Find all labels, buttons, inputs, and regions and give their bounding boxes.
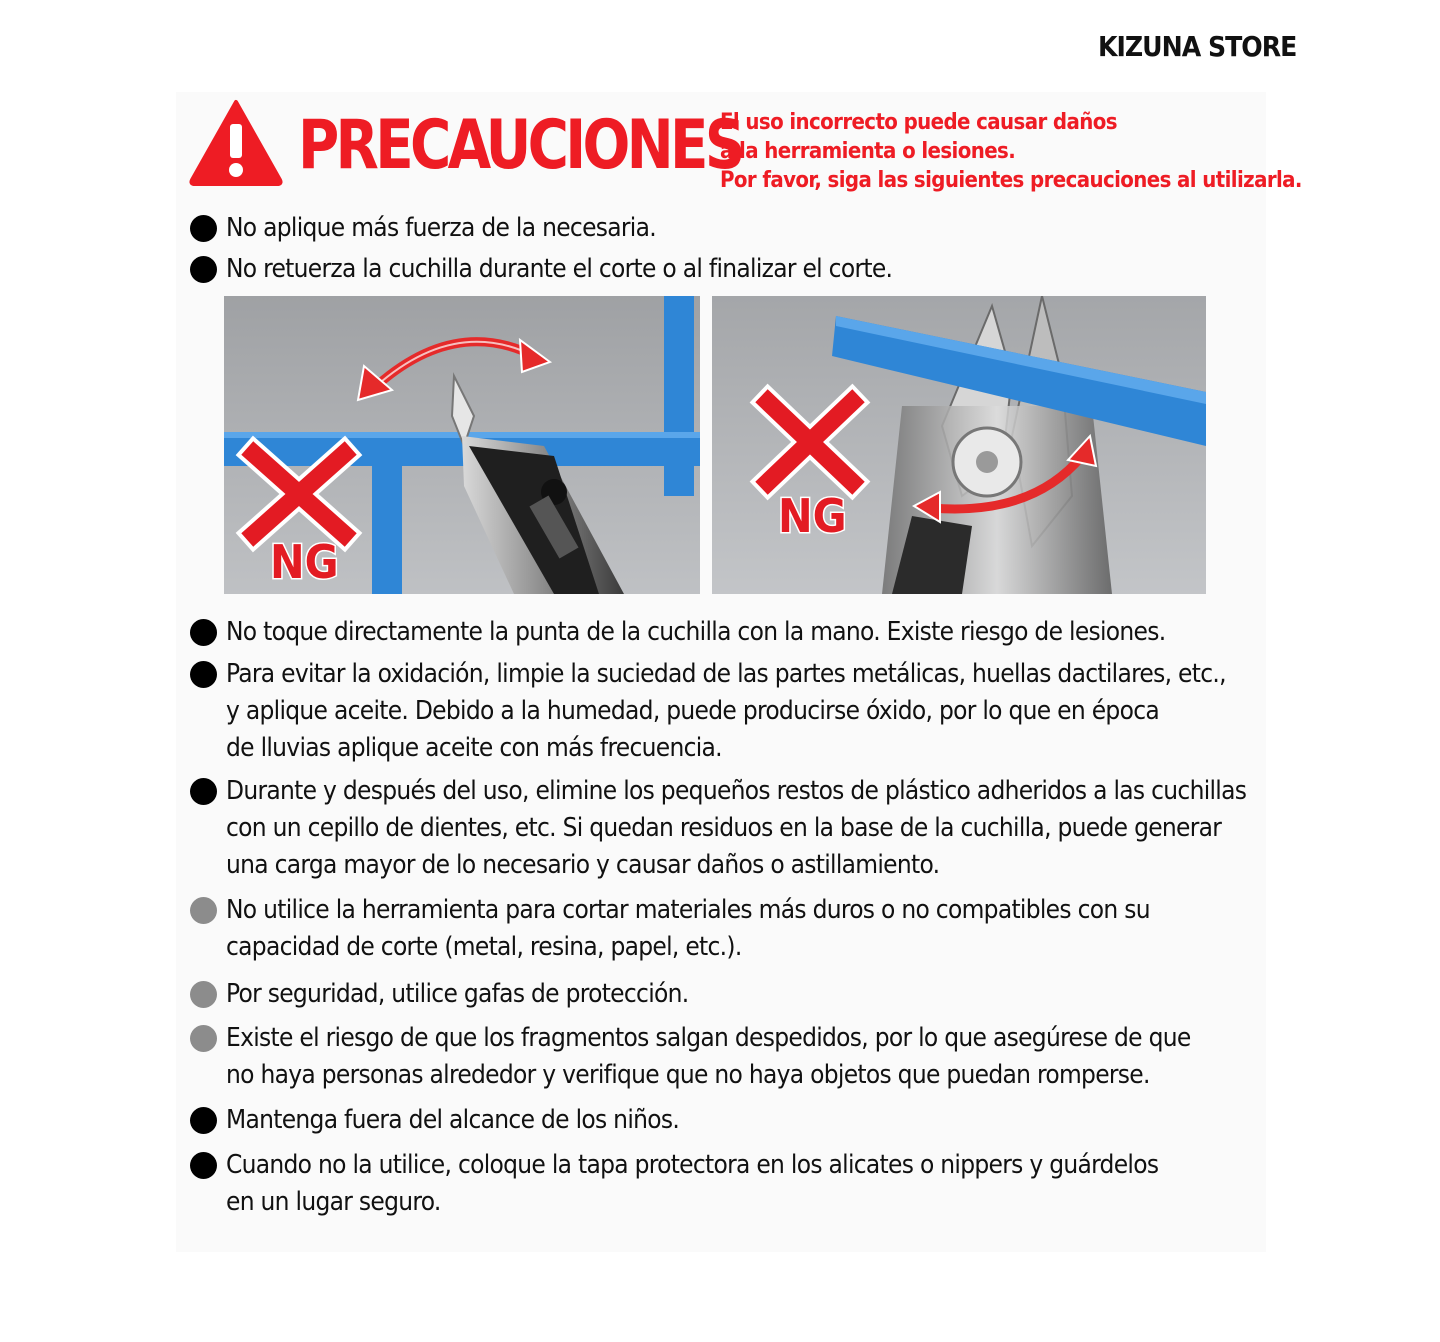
list-item xyxy=(190,892,1270,966)
list-item xyxy=(190,976,1270,1013)
list-item xyxy=(190,251,1270,288)
item-line: capacidad de corte (metal, resina, papel, etc.). xyxy=(226,932,742,962)
store-name: KIZUNA STORE xyxy=(1098,30,1297,63)
item-line: con un cepillo de dientes, etc. Si quedan residuos en la base de la cuchilla, puede generar xyxy=(226,813,1222,843)
bullet-icon xyxy=(190,981,217,1008)
bullet-icon xyxy=(190,1025,217,1052)
ng-label: NG xyxy=(270,535,339,589)
item-line: No utilice la herramienta para cortar materiales más duros o no compatibles con su xyxy=(226,895,1150,925)
warning-line: a la herramienta o lesiones. xyxy=(720,139,1016,164)
bullet-icon xyxy=(190,778,217,805)
warning-triangle-icon xyxy=(188,98,284,186)
list-item xyxy=(190,1020,1270,1094)
list-item xyxy=(190,614,1270,651)
item-line: Cuando no la utilice, coloque la tapa protectora en los alicates o nippers y guárdelos xyxy=(226,1150,1159,1180)
item-line: Mantenga fuera del alcance de los niños. xyxy=(226,1105,680,1135)
item-line: no haya personas alrededor y verifique que no haya objetos que puedan romperse. xyxy=(226,1060,1150,1090)
bullet-icon xyxy=(190,897,217,924)
item-line: Por seguridad, utilice gafas de protección. xyxy=(226,979,689,1009)
photo-twist-during-cut xyxy=(224,296,700,594)
bullet-icon xyxy=(190,619,217,646)
list-item xyxy=(190,656,1270,767)
item-line: en un lugar seguro. xyxy=(226,1187,441,1217)
item-line: una carga mayor de lo necesario y causar daños o astillamiento. xyxy=(226,850,940,880)
bullet-icon xyxy=(190,1107,217,1134)
warning-message xyxy=(720,108,1302,195)
page-title: PRECAUCIONES xyxy=(298,106,742,185)
item-line: de lluvias aplique aceite con más frecuencia. xyxy=(226,733,722,763)
warning-line: El uso incorrecto puede causar daños xyxy=(720,110,1117,135)
list-item xyxy=(190,1147,1270,1221)
item-line: No aplique más fuerza de la necesaria. xyxy=(226,213,656,243)
bullet-icon xyxy=(190,661,217,688)
list-item xyxy=(190,773,1270,884)
item-line: No toque directamente la punta de la cuchilla con la mano. Existe riesgo de lesiones. xyxy=(226,617,1166,647)
photo-twist-after-cut xyxy=(712,296,1206,594)
item-line: Existe el riesgo de que los fragmentos salgan despedidos, por lo que asegúrese de que xyxy=(226,1023,1191,1053)
list-item xyxy=(190,1102,1270,1139)
list-item xyxy=(190,210,1270,247)
item-line: No retuerza la cuchilla durante el corte o al finalizar el corte. xyxy=(226,254,893,284)
bullet-icon xyxy=(190,215,217,242)
bullet-icon xyxy=(190,1152,217,1179)
warning-line: Por favor, siga las siguientes precauciones al utilizarla. xyxy=(720,168,1302,193)
item-line: y aplique aceite. Debido a la humedad, puede producirse óxido, por lo que en época xyxy=(226,696,1159,726)
ng-label: NG xyxy=(778,489,847,543)
bullet-icon xyxy=(190,256,217,283)
item-line: Para evitar la oxidación, limpie la suciedad de las partes metálicas, huellas dactilares, etc., xyxy=(226,659,1226,689)
item-line: Durante y después del uso, elimine los pequeños restos de plástico adheridos a las cuchillas xyxy=(226,776,1247,806)
